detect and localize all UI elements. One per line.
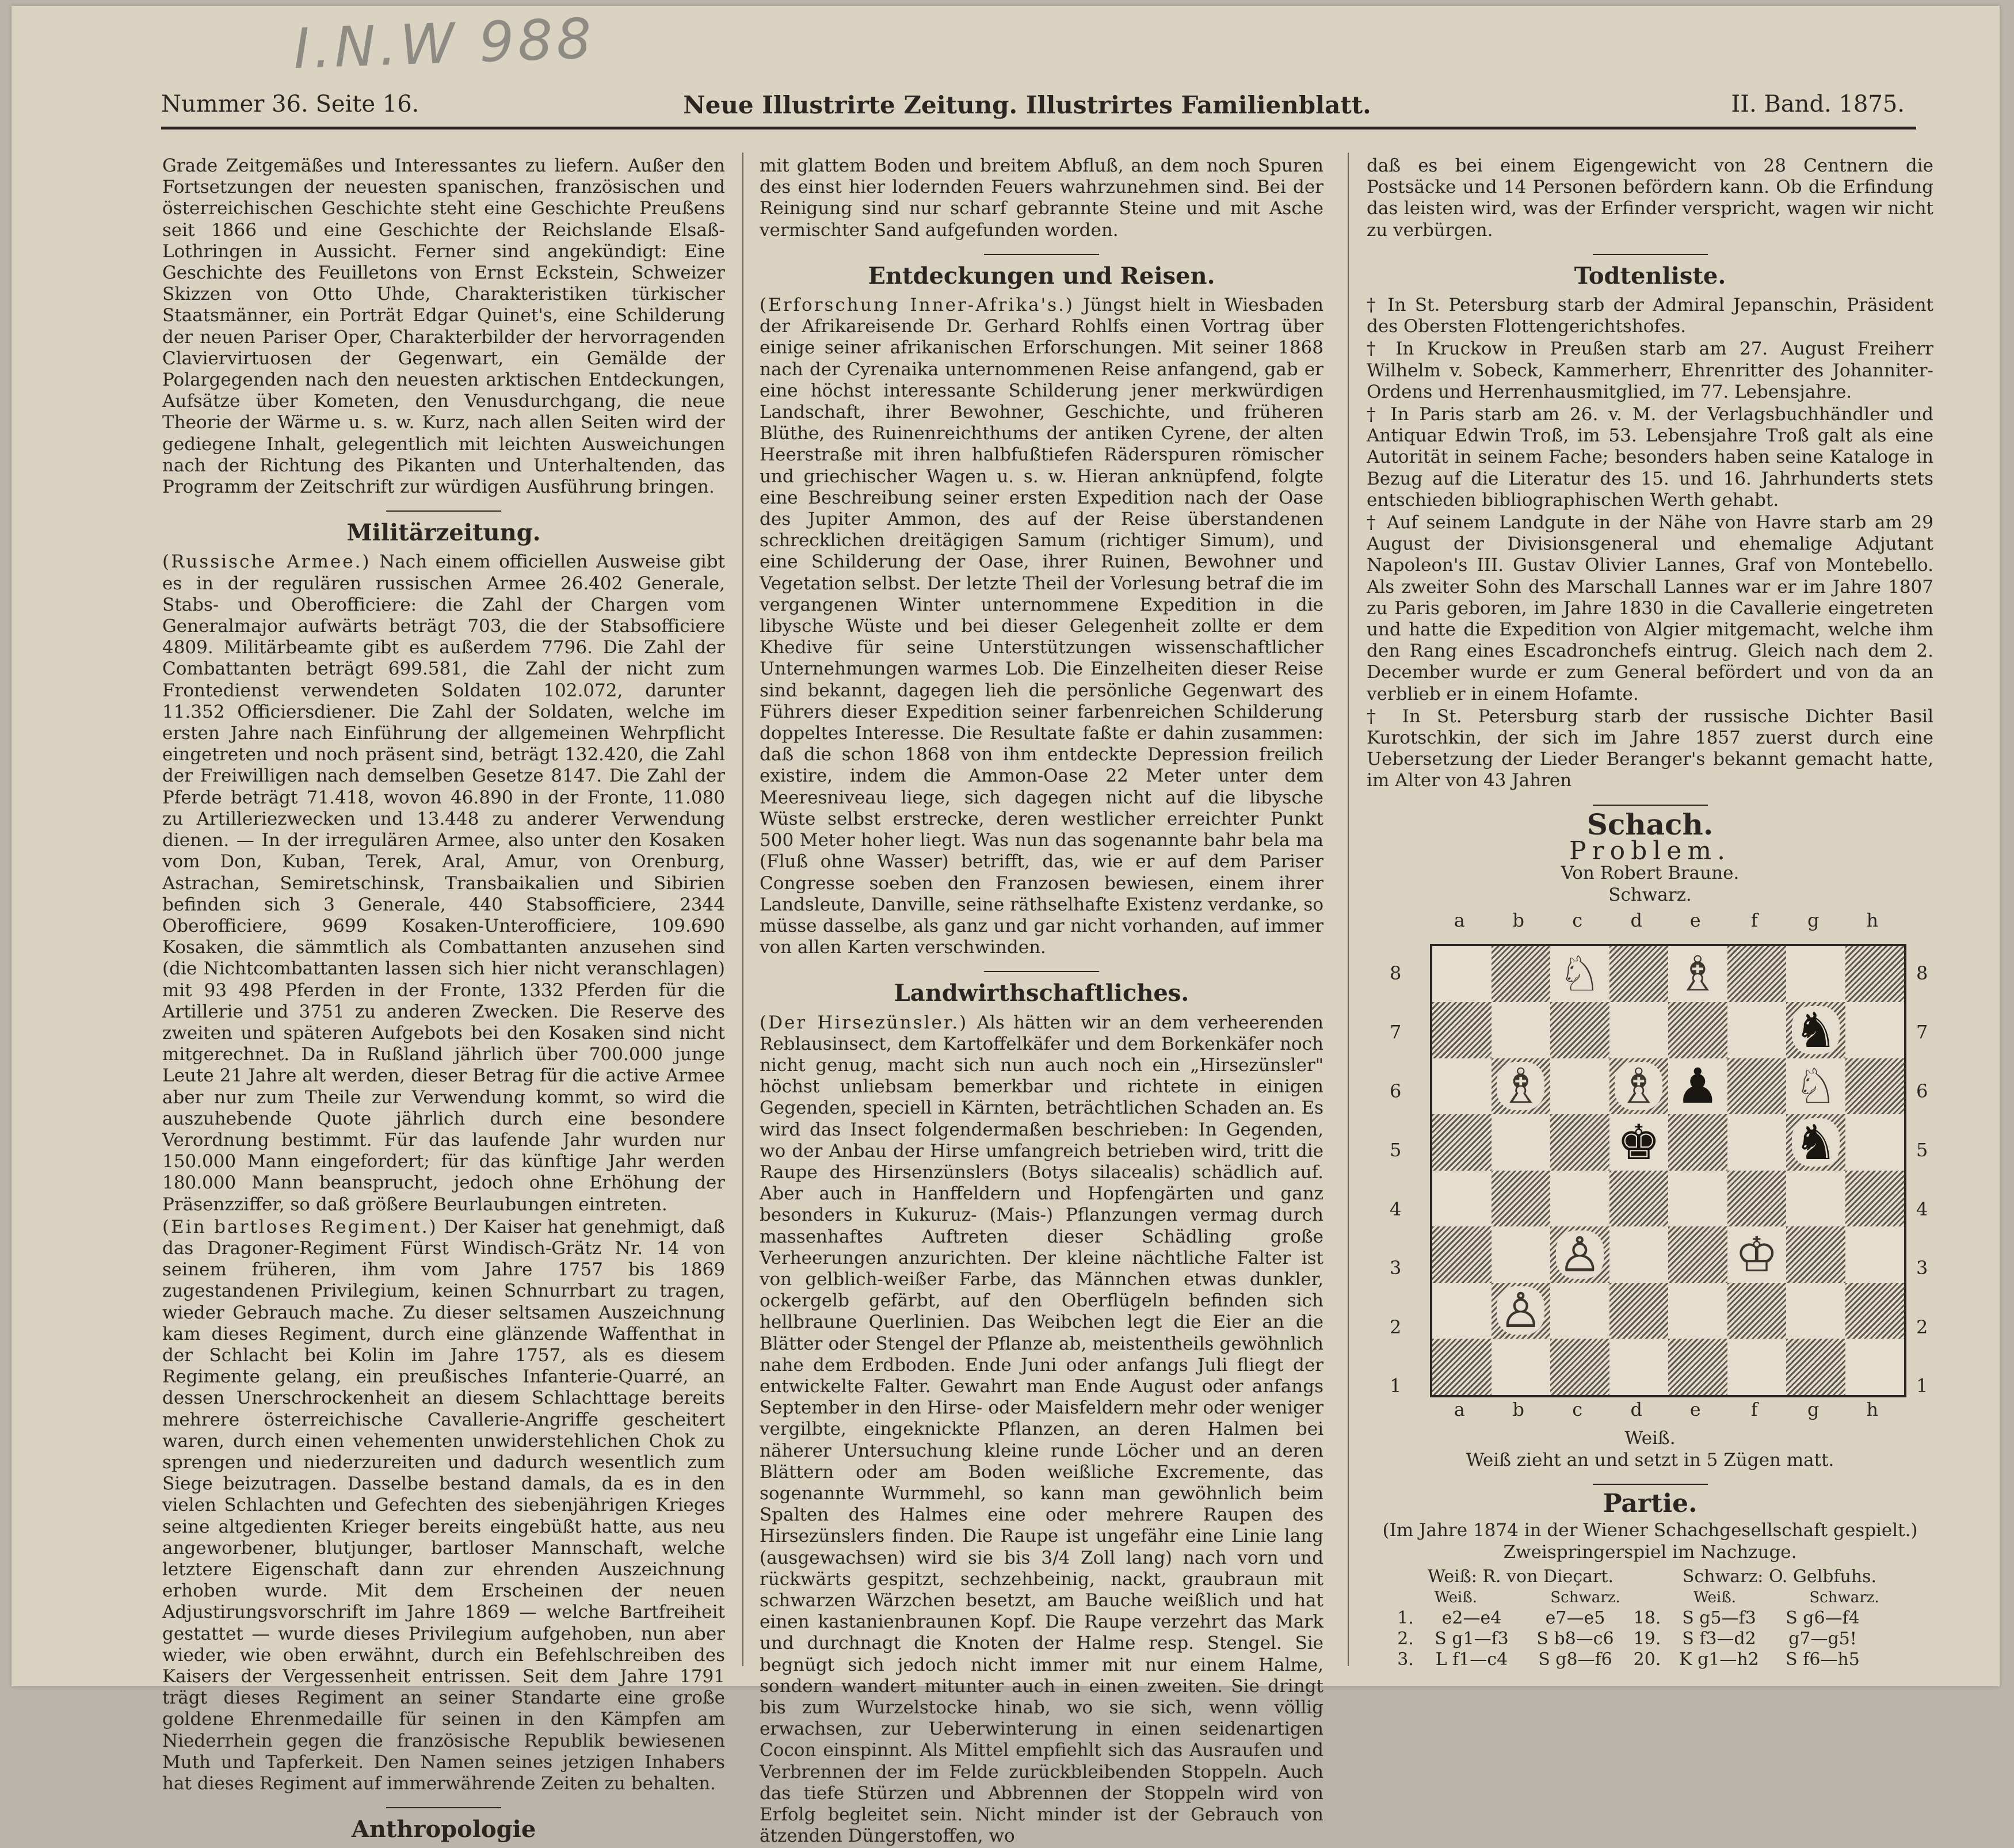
board-square (1609, 1339, 1669, 1395)
file-label: h (1866, 1398, 1879, 1420)
move-cell: S g1—f3 (1435, 1628, 1509, 1649)
sub-white: Weiß. (1435, 1588, 1477, 1606)
section-rule (984, 971, 1099, 972)
section-rule (1593, 805, 1708, 806)
board-square (1609, 1114, 1669, 1171)
file-label: d (1630, 1398, 1642, 1420)
board-square (1550, 1226, 1609, 1283)
board-square (1492, 1058, 1551, 1115)
board-square (1668, 1058, 1727, 1115)
move-rows (1391, 1608, 1909, 1670)
board-square (1727, 1002, 1787, 1058)
article-lead: (Erforschung Inner-Afrika's.) (760, 295, 1075, 316)
article-lead: (Ein bartloses Regiment.) (162, 1216, 438, 1237)
board-square (1668, 1114, 1727, 1171)
board-square (1432, 1226, 1492, 1283)
board-square (1609, 946, 1669, 1003)
article-body: Nach einem officiellen Ausweise gibt es in der regulären russischen Armee 26.402 Generale, Stabs- und Oberofficiere: die Zahl der Chargen vom Generalmajor aufwärts beträgt 703, die der Stabsofficiere 4809. Militärbeamte gibt es außerdem 7796. Die Zahl der Combattanten beträgt 699.581, die Zahl der nicht zum Frontedienst verwendeten Soldaten 102.072, darunter 11.352 Officiersdiener. Die Zahl der Soldaten, welche im ersten Jahre nach Einführung der allgemeinen Wehrpflicht eingetreten und noch präsent sind, beträgt 132.420, die Zahl der Freiwilligen nach demselben Gesetze 8147. Die Zahl der Pferde beträgt 71.418, wovon 46.890 in der Fronte, 11.080 zu Artilleriezwecken und 13.448 zu anderer Verwendung dienen. — In der irregulären Armee, also unter den Kosaken vom Don, Kuban, Terek, Aral, Amur, von Orenburg, Astrachan, Semiretschinsk, Transbaikalien und Sibirien befinden sich 3 Generale, 440 Stabsofficiere, 2344 Oberofficiere, 9699 Kosaken-Unterofficiere, 109.690 Kosaken, die sämmtlich als Combattanten anzusehen sind (die Nichtcombattanten lassen sich hier nicht veranschlagen) mit 93 498 Pferden in der Fronte, 1332 Pferden für die Artillerie und 3751 zu anderen Zwecken. Die Reserve des zweiten und späteren Aufgebots bei den Kosaken sind nicht mitgerechnet. Da in Rußland jährlich über 700.000 junge Leute 21 Jahre alt werden, dieser Betrag für die active Armee aber nur zum Theile zur Verwendung kommt, so wird die auszuhebende Quote jährlich durch eine besondere Verordnung bestimmt. Für das laufende Jahr wurden nur 150.000 Mann eingefordert; für das künftige Jahr werden 180.000 Mann beansprucht, jedoch ohne Erhöhung der Präsenzziffer, so daß größere Beurlaubungen eintreten. (162, 551, 726, 1215)
obituary: † In Paris starb am 26. v. M. der Verlagsbuchhändler und Antiquar Edwin Troß, im 53. Lebensjahre Troß galt als eine Autorität in seinem Fache; besonders haben seine Kataloge in Bezug auf die Literatur des 15. und 16. Jahrhunderts stets entschieden bibliographischen Werth gehabt. (1367, 404, 1933, 510)
move-cell: S f3—d2 (1682, 1628, 1756, 1649)
black-label: Schwarz. (1608, 884, 1692, 905)
article-body: Der Kaiser hat genehmigt, daß das Dragoner-Regiment Fürst Windisch-Grätz Nr. 14 von seinem früheren, ihm vom Jahre 1757 bis 1869 zugestandenen Privilegium, keinen Schnurrbart zu tragen, wieder Gebrauch mache. Zu dieser seltsamen Auszeichnung kam dieses Regiment, durch eine glänzende Waffenthat in der Schlacht bei Kolin im Jahre 1757, als es diesem Regimente gelang, ein preußisches Infanterie-Quarré, an dessen Unerschrockenheit an diesem Schlachttage bereits mehrere österreichische Cavallerie-Angriffe gescheitert waren, durch einen vehementen unwiderstehlichen Chok zu sprengen und niederzureiten und dadurch wesentlich zum Siege beizutragen. Dasselbe bestand damals, da es in den vielen Schlachten und Gefechten des siebenjährigen Krieges seine altgedienten Krieger bereits eingebüßt hatte, aus neu angeworbener, blutjunger, bartloser Mannschaft, welche letztere Eigenschaft dann zur ehrenden Auszeichnung erhoben wurde. Mit dem Erscheinen der neuen Adjustirungsvorschrift im Jahre 1869 — welche Bartfreiheit gestattet — wurde dieses Privilegium aufgehoben, nun aber wieder, wie oben erwähnt, durch ein Befehlschreiben des Kaisers der Vergessenheit entrissen. Seit dem Jahre 1791 trägt dieses Regiment an seiner Standarte eine große goldene Ehrenmedaille für seinen in den Kämpfen am Niederrhein gegen die französische Republik bewiesenen Muth und Tapferkeit. Den Namen seines jetzigen Inhabers hat dieses Regiment auf immerwährende Zeiten zu behalten. (162, 1216, 726, 1794)
file-label: a (1454, 909, 1465, 931)
move-cell: 20. (1633, 1649, 1661, 1670)
board-square (1845, 1002, 1905, 1058)
white-piece: ♔ (1733, 1230, 1780, 1279)
volume-year: II. Band. 1875. (1731, 91, 1905, 117)
move-cell: 18. (1633, 1607, 1661, 1628)
file-label: b (1512, 1398, 1524, 1420)
board-square (1845, 1058, 1905, 1115)
obituary: † Auf seinem Landgute in der Nähe von Havre starb am 29 August der Divisionsgeneral und ehemalige Adjutant Napoleon's III. Gustav Olivier Lannes, Graf von Montebello. Als zweiter Sohn des Marschall Lannes war er im Jahre 1807 zu Paris geboren, im Jahre 1830 in die Cavallerie eingetreten und hatte die Expedition von Algier mitgemacht, welche ihm den Rang eines Escadronchefs eintrug. Gleich nach dem 2. December wurde er zum General befördert und von da an verblieb er in einem Hofamte. (1367, 512, 1933, 704)
white-player: Weiß: R. von Dieçart. (1428, 1566, 1614, 1587)
move-cell: S g6—f4 (1786, 1607, 1860, 1628)
white-piece: ♘ (1556, 950, 1604, 998)
board-square (1727, 1226, 1787, 1283)
color-subheader (1391, 1587, 1909, 1608)
board-square (1492, 1283, 1551, 1339)
white-piece: ♗ (1615, 1062, 1662, 1110)
section-rule (1593, 1484, 1708, 1485)
file-label: b (1512, 909, 1524, 931)
board-square (1609, 1058, 1669, 1115)
board-square (1609, 1171, 1669, 1227)
board-square (1668, 946, 1727, 1003)
rank-label: 7 (1916, 1021, 1928, 1043)
article-lead: (Der Hirsezünsler.) (760, 1012, 968, 1033)
sub-black: Schwarz. (1550, 1588, 1620, 1606)
move-cell: e2—e4 (1441, 1607, 1502, 1628)
rank-label: 1 (1390, 1375, 1402, 1397)
board-square (1550, 1283, 1609, 1339)
heading-landwirthschaftliches: Landwirthschaftliches. (894, 980, 1189, 1007)
move-cell: S g5—f3 (1682, 1607, 1756, 1628)
article-hirsezuensler (760, 1012, 1323, 1847)
file-label: h (1866, 909, 1879, 931)
article-russische-armee (162, 551, 725, 1215)
obituary: † In St. Petersburg starb der Admiral Jepanschin, Präsident des Obersten Flottengerichtshofes. (1367, 295, 1933, 337)
heading-militaerzeitung: Militärzeitung. (346, 519, 541, 547)
board-square (1786, 1002, 1845, 1058)
board-square (1845, 1226, 1905, 1283)
move-cell: K g1—h2 (1679, 1649, 1759, 1670)
rank-label: 7 (1390, 1021, 1402, 1043)
column-right (1367, 155, 1933, 1670)
board-square (1609, 1226, 1669, 1283)
rank-labels-left (1390, 944, 1401, 1416)
white-label: Weiß. (1624, 1427, 1676, 1449)
column-middle (760, 155, 1323, 1848)
black-piece: ♟ (1674, 1062, 1722, 1110)
rank-label: 4 (1916, 1198, 1928, 1220)
chess-diagram (1367, 909, 1933, 1427)
rank-label: 1 (1916, 1375, 1928, 1397)
board-square (1786, 1226, 1845, 1283)
file-label: c (1572, 1398, 1583, 1420)
move-cell: 19. (1633, 1628, 1661, 1649)
board-square (1786, 1171, 1845, 1227)
rank-label: 2 (1916, 1316, 1928, 1338)
chess-board (1430, 944, 1906, 1397)
problem-author: Von Robert Braune. (1561, 862, 1740, 883)
board-square (1432, 1114, 1492, 1171)
rank-label: 3 (1916, 1257, 1928, 1279)
board-square (1492, 946, 1551, 1003)
move-cell: g7—g5! (1788, 1628, 1857, 1649)
board-square (1432, 1171, 1492, 1227)
file-label: g (1807, 1398, 1820, 1420)
article-bartloses-regiment (162, 1217, 725, 1794)
board-square (1845, 1339, 1905, 1395)
col2-intro: mit glattem Boden und breitem Abfluß, an dem noch Spuren des einst hier lodernden Feuers wahrzunehmen sind. Bei der Reinigung sind nur scharf gebrannte Steine und mit Asche vermischter Sand aufgefunden worden. (760, 155, 1323, 241)
white-piece: ♗ (1497, 1062, 1544, 1110)
board-square (1492, 1171, 1551, 1227)
rank-label: 8 (1916, 962, 1928, 984)
white-piece: ♙ (1556, 1230, 1604, 1279)
heading-entdeckungen: Entdeckungen und Reisen. (868, 262, 1215, 289)
board-square (1727, 1171, 1787, 1227)
board-square (1432, 946, 1492, 1003)
chess-section (1367, 805, 1933, 1670)
obituary: † In St. Petersburg starb der russische Dichter Basil Kurotschkin, der sich im Jahre 1857 zuerst durch eine Uebersetzung der Lieder Beranger's bekannt gemacht hatte, im Alter von 43 Jahren (1367, 706, 1933, 791)
rank-label: 6 (1916, 1080, 1928, 1102)
board-square (1492, 1114, 1551, 1171)
board-square (1786, 1058, 1845, 1115)
board-square (1550, 946, 1609, 1003)
rank-label: 3 (1390, 1257, 1402, 1279)
black-player: Schwarz: O. Gelbfuhs. (1682, 1566, 1877, 1587)
move-cell: S g8—f6 (1538, 1649, 1612, 1670)
moves-table (1391, 1567, 1909, 1670)
board-square (1550, 1114, 1609, 1171)
black-piece: ♞ (1792, 1118, 1840, 1167)
article-inner-afrika (760, 295, 1323, 958)
rank-labels-right (1916, 944, 1928, 1416)
newspaper-title: Neue Illustrirte Zeitung. Illustrirtes Familienblatt. (683, 91, 1371, 119)
board-square (1786, 1283, 1845, 1339)
white-piece: ♘ (1792, 1062, 1840, 1110)
article-body: Jüngst hielt in Wiesbaden der Afrikareisende Dr. Gerhard Rohlfs einen Vortrag über einige seiner afrikanischen Erforschungen. Mit seiner 1868 nach der Cyrenaika unternommenen Reise anfangend, gab er eine höchst interessante Schilderung jener merkwürdigen Landschaft, ihrer Bewohner, Geschichte, und früheren Blüthe, des Ruinenreichthums der antiken Cyrene, der alten Heerstraße mit ihren halbfußtiefen Räderspuren römischer und griechischer Wagen u. s. w. Hieran anknüpfend, folgte eine Beschreibung seiner ersten Expedition nach der Oase des Jupiter Ammon, des auf der Reise überstandenen schrecklichen dreitägigen Samum (richtiger Simum), und eine Schilderung der Oase, ihrer Ruinen, Bewohner und Vegetation selbst. Der letzte Theil der Vorlesung betraf die im vergangenen Winter unternommene Expedition in die libysche Wüste und bei dieser Gelegenheit zollte er dem Khedive für seine Unterstützungen wissenschaftlicher Unternehmungen warmes Lob. Die Einzelheiten dieser Reise sind bekannt, dagegen lieh die persönliche Gegenwart des Führers dieser Expedition seiner farbenreichen Schilderung doppeltes Interesse. Die Resultate faßte er dahin zusammen: daß die schon 1868 von ihm entdeckte Depression freilich existire, indem die Ammon-Oase 22 Meter unter dem Meeresniveau liege, sich dagegen nicht auf die libysche Wüste selbst erstrecke, deren westlicher erreichter Punkt 500 Meter hoher liegt. Was nun das sogenannte bahr bela ma (Fluß ohne Wasser) betrifft, das, wie er auf dem Pariser Congresse soeben den Franzosen bewiesen, einem ihrer Landsleute, Danville, seine räthselhafte Existenz verdanke, so müsse dasselbe, als ganz und gar nicht vorhanden, auf immer von allen Karten verschwinden. (760, 295, 1324, 958)
article-lead: (Russische Armee.) (162, 551, 371, 573)
board-square (1786, 1339, 1845, 1395)
rank-label: 5 (1390, 1139, 1402, 1161)
board-square (1550, 1058, 1609, 1115)
rank-label: 2 (1390, 1316, 1402, 1338)
file-label: e (1689, 909, 1701, 931)
board-square (1727, 1114, 1787, 1171)
board-square (1786, 946, 1845, 1003)
move-row (1391, 1608, 1909, 1629)
board-square (1845, 1171, 1905, 1227)
board-square (1727, 1339, 1787, 1395)
move-cell: 3. (1397, 1649, 1414, 1670)
board-square (1845, 946, 1905, 1003)
col1-intro: Grade Zeitgemäßes und Interessantes zu liefern. Außer den Fortsetzungen der neuesten spanischen, französischen und österreichischen Geschichte steht eine Geschichte Preußens seit 1866 und eine Geschichte der Reichslande Elsaß-Lothringen in Aussicht. Ferner sind angekündigt: Eine Geschichte des Feuilletons von Ernst Eckstein, Schweizer Skizzen von Otto Uhde, Charakteristiken türkischer Staatsmänner, ein Porträt Edgar Quinet's, eine Schilderung der neuen Pariser Oper, Charakterbilder der hervorragenden Claviervirtuosen der Gegenwart, ein Gemälde der Polargegenden nach den neuesten arktischen Entdeckungen, Aufsätze über Kometen, den Venusdurchgang, die neue Theorie der Wärme u. s. w. Kurz, nach allen Seiten wird der gediegene Inhalt, gelegentlich mit leichten Ausweichungen nach der Richtung des Pikanten und Unterhaltenden, das Programm der Zeitschrift zur würdigen Ausführung bringen. (162, 155, 725, 498)
board-square (1786, 1114, 1845, 1171)
board-square (1668, 1171, 1727, 1227)
file-label: f (1750, 1398, 1758, 1420)
file-label: d (1630, 909, 1642, 931)
sub-white: Weiß. (1693, 1588, 1736, 1606)
section-rule (386, 510, 501, 512)
partie-note: (Im Jahre 1874 in der Wiener Schachgesellschaft gespielt.) (1382, 1519, 1918, 1541)
board-square (1727, 1283, 1787, 1339)
column-left (162, 155, 725, 1848)
column-divider (742, 153, 743, 1666)
rank-label: 8 (1390, 962, 1402, 984)
players-header (1391, 1567, 1909, 1587)
sub-black: Schwarz. (1809, 1588, 1879, 1606)
file-labels-top (1430, 909, 1902, 931)
board-square (1609, 1283, 1669, 1339)
file-label: f (1750, 909, 1758, 931)
board-square (1668, 1339, 1727, 1395)
black-piece: ♚ (1615, 1118, 1662, 1167)
partie-title: Partie. (1603, 1488, 1698, 1518)
rank-label: 4 (1390, 1198, 1402, 1220)
move-cell: L f1—c4 (1435, 1649, 1508, 1670)
board-square (1492, 1226, 1551, 1283)
section-rule (984, 254, 1099, 255)
file-label: c (1572, 909, 1583, 931)
issue-number: Nummer 36. Seite 16. (161, 91, 419, 117)
newspaper-page (12, 6, 2000, 1847)
move-cell: S b8—c6 (1536, 1628, 1614, 1649)
board-square (1845, 1114, 1905, 1171)
board-square (1432, 1002, 1492, 1058)
problem-label: Problem. (1569, 836, 1731, 866)
board-square (1432, 1283, 1492, 1339)
problem-task: Weiß zieht an und setzt in 5 Zügen matt. (1466, 1449, 1834, 1470)
board-square (1492, 1339, 1551, 1395)
board-square (1550, 1171, 1609, 1227)
move-cell: 2. (1397, 1628, 1414, 1649)
col3-intro: daß es bei einem Eigengewicht von 28 Centnern die Postsäcke und 14 Personen befördern kann. Ob die Erfindung das leisten wird, was der Erfinder verspricht, wagen wir nicht zu verbürgen. (1367, 155, 1933, 241)
masthead (150, 91, 1905, 137)
board-square (1432, 1058, 1492, 1115)
obituary: † In Kruckow in Preußen starb am 27. August Freiherr Wilhelm v. Sobeck, Kammerherr, Ehrenritter des Johanniter-Ordens und Herrenhausmitglied, im 77. Lebensjahre. (1367, 338, 1933, 402)
move-cell: e7—e5 (1545, 1607, 1605, 1628)
partie-opening: Zweispringerspiel im Nachzuge. (1503, 1541, 1797, 1563)
inventory-mark: I.N.W 988 (292, 6, 596, 82)
masthead-rule (161, 127, 1916, 129)
board-square (1668, 1226, 1727, 1283)
file-label: e (1689, 1398, 1701, 1420)
rank-label: 6 (1390, 1080, 1402, 1102)
move-row (1391, 1649, 1909, 1670)
board-square (1845, 1283, 1905, 1339)
rank-label: 5 (1916, 1139, 1928, 1161)
move-cell: 1. (1397, 1607, 1414, 1628)
article-body: Als hätten wir an dem verheerenden Reblausinsect, dem Kartoffelkäfer und dem Borkenkäfer noch nicht genug, macht sich nun auch noch ein „Hirsezünsler" höchst unliebsam bemerkbar und richtete in einigen Gegenden, speciell in Kärnten, beträchtlichen Schaden an. Es wird das Insect folgendermaßen beschrieben: In Gegenden, wo der Anbau der Hirse umfangreich betrieben wird, tritt die Raupe des Hirsenzünslers (Botys silacealis) schädlich auf. Aber auch in Hanffeldern und Hopfengärten und ganz besonders in Kukuruz- (Mais-) Pflanzungen vermag durch massenhaftes Auftreten dieser Schädling große Verheerungen anzurichten. Der kleine nächtliche Falter ist von gelblich-weißer Farbe, das Männchen etwas dunkler, ockergelb gefärbt, auf den Oberflügeln befinden sich hellbraune Querlinien. Das Weibchen legt die Eier an die Blätter oder Stengel der Pflanze ab, meistentheils gewöhnlich nahe dem Erdboden. Ende Juni oder anfangs Juli fliegt der entwickelte Falter. Gewahrt man Ende August oder anfangs September in den Hirse- oder Maisfeldern mehr oder weniger vergilbte, eingeknickte Pflanzen, an deren Halmen bei näherer Untersuchung kleine runde Löcher und an deren Blättern oder am Boden weißliche Excremente, das sogenannte Wurmmehl, so kann man gewöhnlich beim Spalten des Halmes eine oder mehrere Raupen des Hirsezünslers finden. Die Raupe ist ungefähr eine Linie lang (ausgewachsen) wird sie bis 3/4 Zoll lang) nach vorn und rückwärts gespitzt, sechzehbeinig, nackt, graubraun mit schwarzen Wärzchen besetzt, am Bauche weißlich und hat einen kastanienbraunen Kopf. Die Raupe verzehrt das Mark und durchnagt die Knoten der Halme resp. Stengel. Sie begnügt sich jedoch nicht immer mit nur einem Halme, sondern wandert mitunter auch in einen zweiten. Sie dringt bis zum Wurzelstocke hinab, wo sie sich, wenn völlig erwachsen, zur Ueberwinterung in einen seidenartigen Cocon einspinnt. Als Mittel empfiehlt sich das Ausraufen und Verbrennen der im Felde zurückbleibenden Stoppeln. Auch das tiefe Stürzen und Abbrennen der Stoppeln wird von Erfolg begleitet sein. Nicht minder ist der Gebrauch von ätzenden Düngerstoffen, wo (760, 1012, 1323, 1847)
board-square (1668, 1002, 1727, 1058)
board-square (1727, 1058, 1787, 1115)
file-label: a (1454, 1398, 1465, 1420)
white-piece: ♙ (1497, 1286, 1544, 1335)
column-divider (1348, 153, 1349, 1666)
section-rule (1593, 254, 1708, 255)
white-piece: ♗ (1674, 950, 1722, 998)
board-square (1550, 1339, 1609, 1395)
board-square (1668, 1283, 1727, 1339)
heading-todtenliste: Todtenliste. (1574, 262, 1726, 289)
move-cell: S f6—h5 (1786, 1649, 1860, 1670)
board-square (1492, 1002, 1551, 1058)
heading-anthropologie: Anthropologie (351, 1816, 536, 1843)
file-labels-bottom (1430, 1399, 1902, 1420)
file-label: g (1807, 909, 1820, 931)
black-piece: ♞ (1792, 1006, 1840, 1054)
board-square (1432, 1339, 1492, 1395)
section-rule (386, 1807, 501, 1808)
board-square (1727, 946, 1787, 1003)
board-square (1550, 1002, 1609, 1058)
board-square (1609, 1002, 1669, 1058)
move-row (1391, 1629, 1909, 1649)
chess-title: Schach. (1586, 807, 1714, 841)
